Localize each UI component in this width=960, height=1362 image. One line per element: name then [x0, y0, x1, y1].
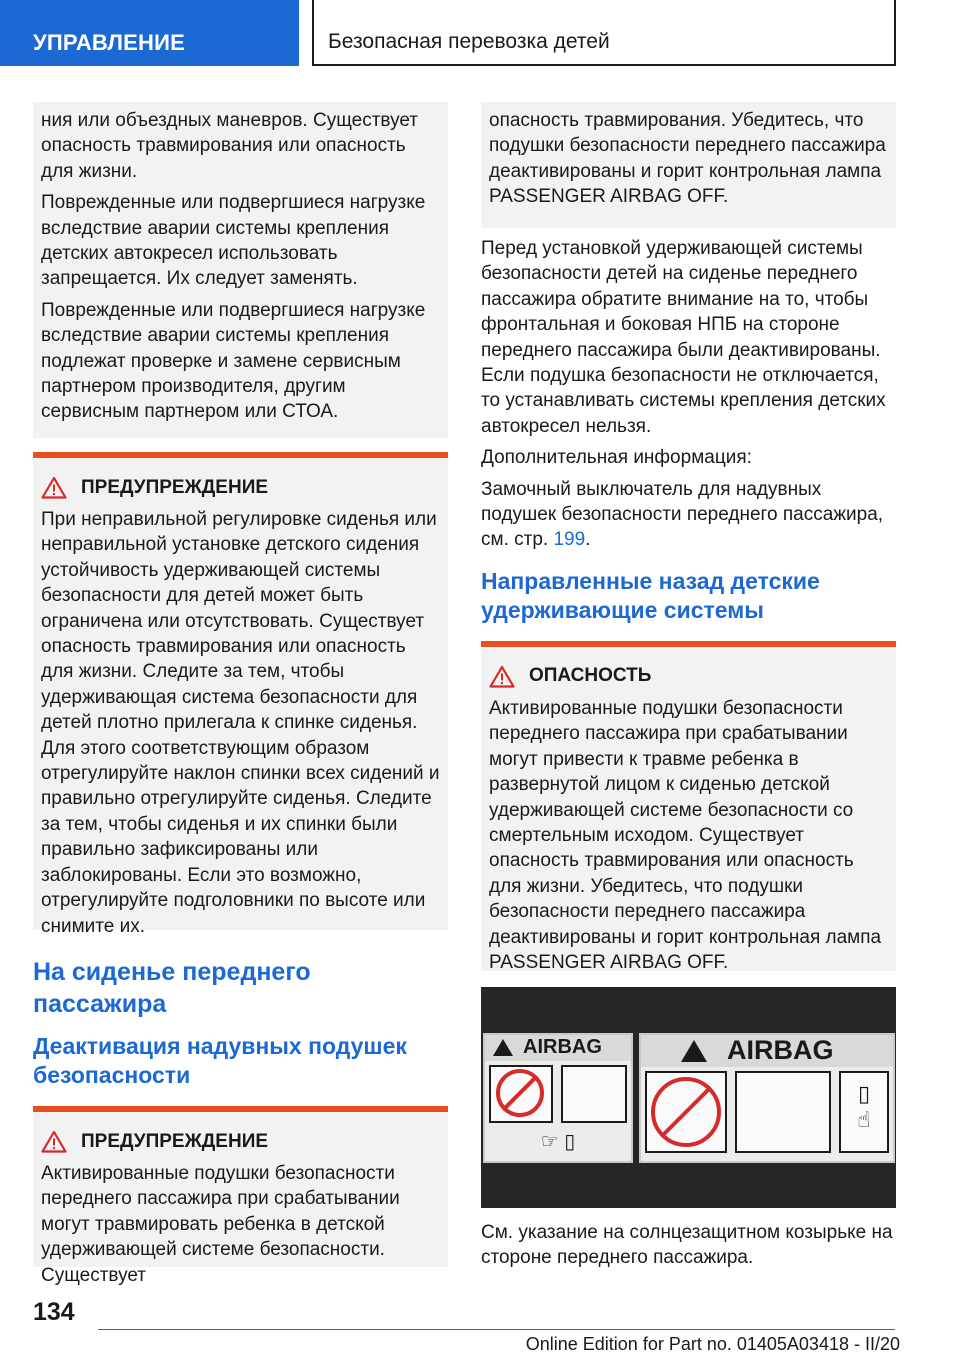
box-paragraph: Поврежденные или подвергшиеся нагрузке вследствие аварии системы крепления детских автокресел использовать запрещается. Их следует заменять.	[41, 192, 426, 290]
warning-triangle-icon	[41, 476, 67, 499]
warning-header	[41, 1130, 440, 1153]
page-number: 134	[33, 1298, 75, 1326]
no-child-seat-icon	[489, 1065, 553, 1123]
page-header	[0, 0, 960, 66]
continued-warning-box	[481, 102, 896, 228]
airbag-deploy-icon	[735, 1071, 831, 1153]
warning-block	[33, 452, 448, 937]
airbag-sticker-small	[483, 1033, 633, 1163]
danger-header	[489, 665, 888, 688]
subsection-heading: Деактивация надувных подушек безопасности	[33, 1033, 407, 1088]
warning-header	[41, 476, 440, 499]
photo-caption	[481, 1220, 896, 1271]
warning-block	[33, 1106, 448, 1286]
chapter-title: Безопасная перевозка детей	[328, 30, 610, 53]
sticker-pictograms	[485, 1061, 631, 1127]
airbag-warning-sticker-photo	[481, 987, 896, 1208]
sticker-label: AIRBAG	[523, 1036, 602, 1059]
warning-triangle-icon	[681, 1040, 707, 1062]
warning-text: Активированные подушки безопасности переднего пассажира при срабатывании могут травмировать ребенка в детской удерживающей системе безопасности. Существует	[41, 1163, 400, 1286]
airbag-sticker-large	[639, 1033, 895, 1163]
paragraph-text: Замочный выключатель для надувных подушек безопасности переднего пассажира, см. стр.	[481, 478, 884, 551]
warning-triangle-icon	[489, 665, 515, 688]
chapter-box	[312, 0, 896, 66]
edition-footer: Online Edition for Part no. 01405A03418 - II/20	[525, 1334, 900, 1354]
section-heading: Направленные назад детские удерживающие системы	[481, 567, 820, 623]
paragraph: Перед установкой удерживающей системы безопасности детей на сиденье переднего пассажира обратите внимание на то, чтобы фронтальная и боковая НПБ на стороне переднего пассажира были деактивированы. Если подушка безопасности не отключается, то устанавливать системы крепления детских автокресел нельзя.	[481, 238, 886, 437]
danger-title: ОПАСНОСТЬ	[529, 665, 652, 687]
sticker-label: AIRBAG	[727, 1035, 834, 1066]
no-child-seat-icon	[645, 1071, 727, 1153]
warning-title: ПРЕДУПРЕЖДЕНИЕ	[81, 476, 269, 498]
manual-reference-icon: ▯ ☝	[839, 1071, 889, 1153]
left-column	[33, 102, 448, 1286]
paragraph	[481, 477, 896, 553]
warning-triangle-icon	[41, 1130, 67, 1153]
page-reference-link[interactable]: 199	[553, 529, 586, 551]
caption-text: См. указание на солнцезащитном козырьке на стороне переднего пассажира.	[481, 1221, 893, 1269]
section-title: УПРАВЛЕНИЕ	[33, 30, 185, 55]
danger-text: Активированные подушки безопасности переднего пассажира при срабатывании могут привести к травме ребенка в развернутой лицом к сиденью детской удерживающей системе безопасности со смертельным исходом. Существует опасность травмирования или опасность для жизни. Убедитесь, что подушки безопасности переднего пассажира деактивированы и горит контрольная лампа PASSENGER AIRBAG OFF.	[489, 697, 882, 973]
continued-warning-box	[33, 102, 448, 438]
warning-title: ПРЕДУПРЕЖДЕНИЕ	[81, 1130, 269, 1152]
paragraph-end: .	[585, 529, 591, 551]
warning-triangle-icon	[493, 1039, 513, 1056]
sticker-header	[485, 1035, 631, 1061]
airbag-deploy-icon	[561, 1065, 627, 1123]
box-paragraph: ния или объездных маневров. Существует опасность травмирования или опасность для жизни.	[41, 110, 418, 182]
manual-reference-icons: ☞ ▯	[540, 1130, 576, 1153]
sticker-header	[641, 1035, 893, 1067]
right-column	[481, 102, 896, 1277]
footer-divider	[98, 1329, 895, 1330]
section-tab	[0, 0, 299, 66]
box-paragraph: опасность травмирования. Убедитесь, что подушки безопасности переднего пассажира деактивированы и горит контрольная лампа PASSENGER AIRBAG OFF.	[489, 110, 886, 208]
body-text	[481, 236, 896, 553]
section-heading: На сиденье переднего пассажира	[33, 958, 311, 1018]
box-paragraph: Поврежденные или подвергшиеся нагрузке вследствие аварии системы крепления подлежат проверке и замене сервисным партнером производителя, другим сервисным партнером или СТОА.	[41, 299, 426, 423]
sticker-pictograms	[641, 1067, 893, 1157]
paragraph: Дополнительная информация:	[481, 447, 752, 469]
danger-block	[481, 641, 896, 971]
warning-text: При неправильной регулировке сиденья или неправильной установке детского сидения устойчивость удерживающей системы безопасности для детей может быть ограничена или отсутствовать. Существует опасность травмирования или опасность для жизни. Следите за тем, чтобы удерживающая система безопасности для детей плотно прилегала к спинке сиденья. Для этого соответствующим образом отрегулируйте наклон спинки всех сидений и правильно отрегулируйте сиденья. Следите за тем, чтобы сиденья и их спинки были правильно зафиксированы или заблокированы. Если это возможно, отрегулируйте подголовники по высоте или снимите их.	[41, 509, 440, 937]
